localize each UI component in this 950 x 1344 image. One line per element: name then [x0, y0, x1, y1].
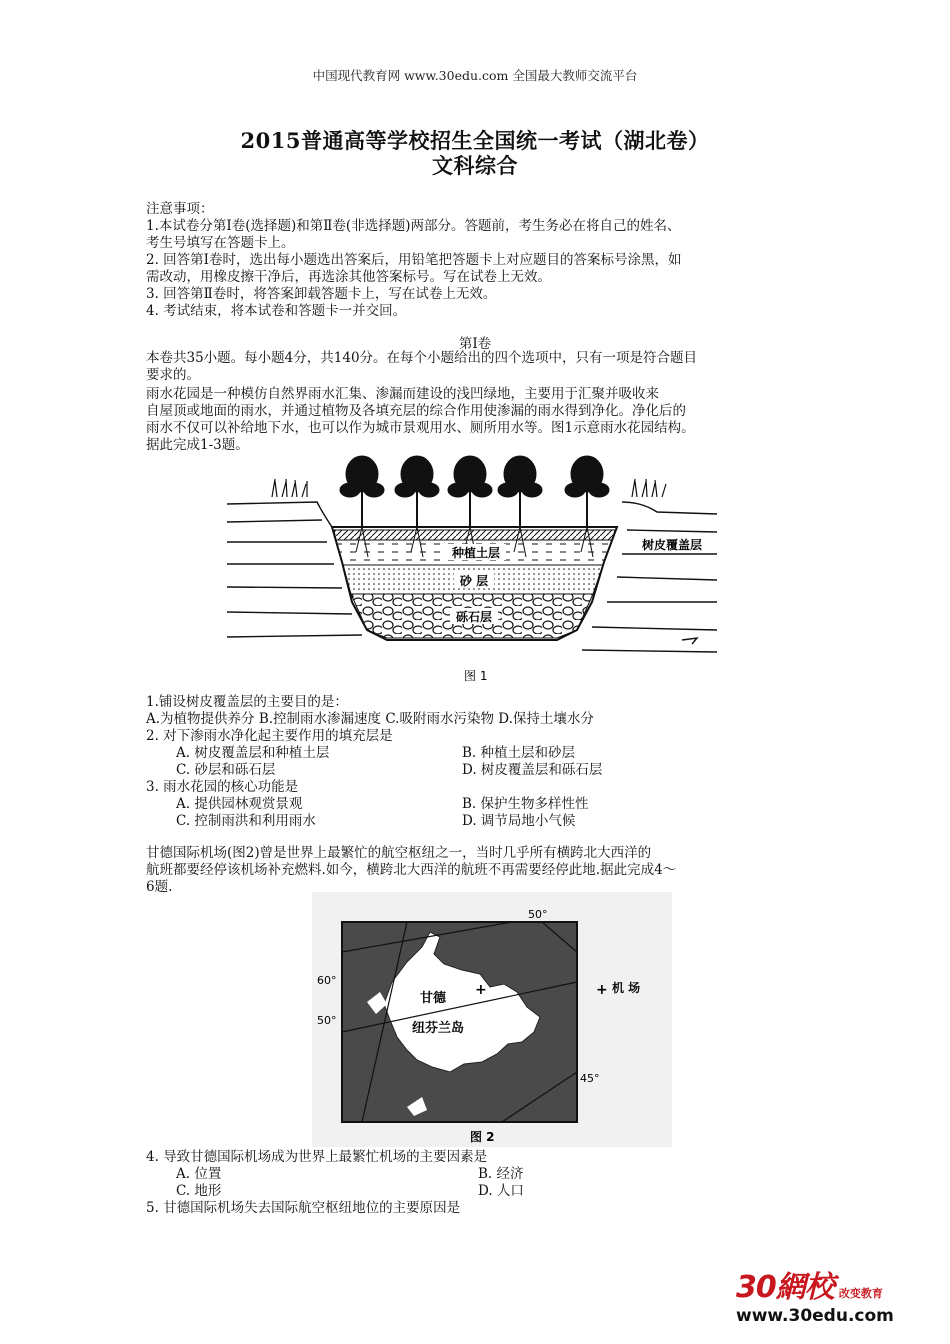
- notes-line: 考生号填写在答题卡上。: [146, 235, 295, 251]
- rain-garden-figure: [222, 452, 722, 692]
- q2-option-c: C. 砂层和砾石层: [176, 762, 276, 778]
- site-logo[interactable]: [736, 1262, 936, 1332]
- notes-line: 1.本试卷分第Ⅰ卷(选择题)和第Ⅱ卷(非选择题)两部分。答题前，考生务必在将自己的姓名、: [146, 218, 681, 234]
- q4-option-c: C. 地形: [176, 1183, 222, 1199]
- lat-label: 60°: [317, 974, 337, 987]
- passage1-line: 自屋顶或地面的雨水，并通过植物及各填充层的综合作用使渗漏的雨水得到净化。净化后的: [146, 403, 686, 419]
- notes-heading: 注意事项：: [146, 201, 214, 217]
- passage2-line: 甘德国际机场(图2)曾是世界上最繁忙的航空枢纽之一，当时几乎所有横跨北大西洋的: [146, 845, 652, 861]
- q2-option-d: D. 树皮覆盖层和砾石层: [462, 762, 603, 778]
- notes-line: 2. 回答第Ⅰ卷时，选出每小题选出答案后，用铅笔把答题卡上对应题目的答案标号涂黑，如: [146, 252, 682, 268]
- city-label: 甘德: [420, 991, 447, 1006]
- figure1-caption: 图 1: [464, 669, 488, 683]
- notes-line: 4. 考试结束，将本试卷和答题卡一并交回。: [146, 303, 407, 319]
- figure2-caption: 图 2: [470, 1130, 495, 1144]
- passage1-line: 雨水不仅可以补给地下水，也可以作为城市景观用水、厕所用水等。图1示意雨水花园结构。: [146, 420, 695, 436]
- lat-label: 50°: [317, 1014, 337, 1027]
- q4-option-d: D. 人口: [478, 1183, 524, 1199]
- label-gravel: 砾石层: [455, 610, 493, 624]
- q3-stem: 3. 雨水花园的核心功能是: [146, 779, 299, 795]
- q2-option-b: B. 种植土层和砂层: [462, 745, 576, 761]
- lat-label: 50°: [528, 908, 548, 921]
- q3-option-b: B. 保护生物多样性性: [462, 796, 589, 812]
- notes-line: 3. 回答第Ⅱ卷时，将答案卸载答题卡上，写在试卷上无效。: [146, 286, 497, 302]
- island-label: 纽芬兰岛: [412, 1021, 465, 1036]
- legend-label: 机 场: [612, 981, 641, 995]
- logo-brand: 30網校: [736, 1270, 834, 1305]
- passage1-line: 据此完成1-3题。: [146, 437, 249, 453]
- newfoundland-map-figure: [312, 892, 672, 1147]
- page-header: 中国现代教育网 www.30edu.com 全国最大教师交流平台: [312, 68, 638, 83]
- section-title: 第Ⅰ卷: [458, 336, 492, 352]
- q3-option-a: A. 提供园林观赏景观: [176, 796, 303, 812]
- q1-options: A.为植物提供养分 B.控制雨水渗漏速度 C.吸附雨水污染物 D.保持土壤水分: [146, 711, 594, 727]
- notes-line: 需改动，用橡皮擦干净后，再选涂其他答案标号。写在试卷上无效。: [146, 269, 551, 285]
- q3-option-d: D. 调节局地小气候: [462, 813, 576, 829]
- q4-option-a: A. 位置: [176, 1166, 222, 1182]
- q1-stem: 1.铺设树皮覆盖层的主要目的是：: [146, 694, 348, 710]
- logo-url: www.30edu.com: [736, 1306, 894, 1326]
- passage2-line: 6题.: [146, 879, 173, 895]
- label-planting-soil: 种植土层: [451, 546, 501, 560]
- intro-line: 本卷共35小题。每小题4分，共140分。在每个小题给出的四个选项中，只有一项是符合题目: [146, 350, 698, 366]
- logo-slogan: 改变教育: [838, 1287, 883, 1300]
- q3-option-c: C. 控制雨洪和利用雨水: [176, 813, 316, 829]
- label-mulch: 树皮覆盖层: [642, 538, 703, 552]
- q2-stem: 2. 对下渗雨水净化起主要作用的填充层是: [146, 728, 393, 744]
- q4-stem: 4. 导致甘德国际机场成为世界上最繁忙机场的主要因素是: [146, 1149, 488, 1165]
- airport-marker-icon: +: [475, 982, 487, 998]
- intro-line: 要求的。: [146, 367, 200, 383]
- passage1-line: 雨水花园是一种模仿自然界雨水汇集、渗漏而建设的浅凹绿地，主要用于汇聚并吸收来: [146, 386, 659, 402]
- exam-title: 2015普通高等学校招生全国统一考试（湖北卷）: [240, 128, 710, 153]
- q2-option-a: A. 树皮覆盖层和种植土层: [176, 745, 330, 761]
- label-sand: 砂 层: [459, 574, 489, 588]
- passage2-line: 航班都要经停该机场补充燃料.如今，横跨北大西洋的航班不再需要经停此地.据此完成4～: [146, 862, 677, 878]
- q5-stem: 5. 甘德国际机场失去国际航空枢纽地位的主要原因是: [146, 1200, 461, 1216]
- exam-subtitle: 文科综合: [432, 153, 518, 178]
- legend-airport-icon: +: [596, 982, 608, 998]
- q4-option-b: B. 经济: [478, 1166, 524, 1182]
- lat-label: 45°: [580, 1072, 600, 1085]
